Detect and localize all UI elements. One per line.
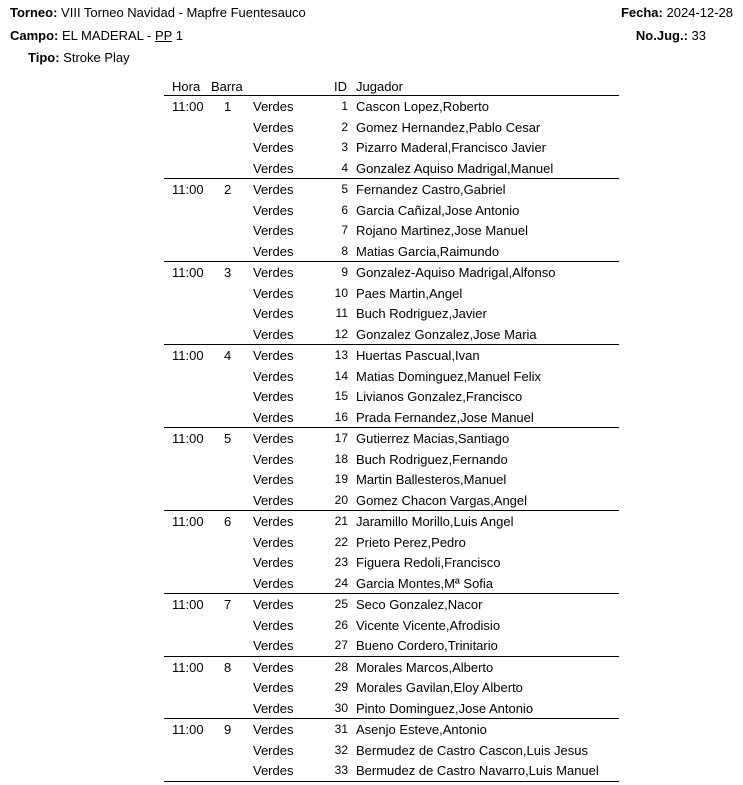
player-id: 15 bbox=[334, 389, 348, 403]
player-tee: Verdes bbox=[253, 182, 294, 197]
start-list-table bbox=[164, 78, 619, 782]
player-name: Gonzalez Aquiso Madrigal,Manuel bbox=[356, 160, 554, 176]
player-name: Buch Rodriguez,Fernando bbox=[356, 451, 508, 467]
campo-value bbox=[62, 28, 183, 43]
player-id: 11 bbox=[335, 306, 348, 320]
player-id: 8 bbox=[341, 243, 348, 258]
fecha-line bbox=[621, 5, 733, 21]
table-row bbox=[164, 117, 619, 138]
group-barra: 7 bbox=[224, 597, 232, 612]
player-tee: Verdes bbox=[253, 409, 294, 425]
player-name: Gonzalez Gonzalez,Jose Maria bbox=[356, 326, 537, 342]
player-tee: Verdes bbox=[253, 722, 294, 737]
table-row bbox=[164, 241, 619, 262]
fecha-label: Fecha: bbox=[620, 5, 663, 20]
player-id: 12 bbox=[334, 326, 348, 341]
table-header bbox=[164, 78, 619, 96]
table-row bbox=[164, 220, 619, 241]
nojug-line bbox=[636, 28, 706, 44]
player-id: 26 bbox=[334, 617, 348, 632]
player-tee: Verdes bbox=[253, 160, 294, 176]
group-hora: 11:00 bbox=[172, 182, 204, 197]
player-name: Fernandez Castro,Gabriel bbox=[356, 182, 506, 197]
player-name: Livianos Gonzalez,Francisco bbox=[356, 389, 523, 404]
table-row bbox=[164, 428, 619, 449]
player-id: 2 bbox=[341, 119, 348, 134]
tee-group bbox=[164, 345, 619, 428]
campo-line bbox=[10, 28, 183, 44]
player-tee: Verdes bbox=[253, 451, 294, 467]
group-hora: 11:00 bbox=[172, 431, 204, 446]
table-row bbox=[164, 179, 619, 200]
table-row bbox=[164, 96, 619, 117]
tipo-value: Stroke Play bbox=[63, 50, 130, 65]
tee-group bbox=[164, 719, 619, 782]
player-tee: Verdes bbox=[253, 638, 294, 653]
player-id: 16 bbox=[334, 409, 348, 424]
player-id: 13 bbox=[334, 348, 348, 362]
player-name: Bermudez de Castro Cascon,Luis Jesus bbox=[356, 742, 588, 758]
table-row bbox=[164, 657, 619, 678]
table-row bbox=[164, 345, 619, 366]
player-name: Rojano Martinez,Jose Manuel bbox=[356, 223, 528, 238]
group-barra: 9 bbox=[224, 722, 232, 737]
player-tee: Verdes bbox=[253, 514, 294, 529]
table-row bbox=[164, 200, 619, 221]
player-tee: Verdes bbox=[253, 140, 294, 155]
table-row bbox=[164, 449, 619, 470]
table-row bbox=[164, 698, 619, 719]
player-name: Gomez Chacon Vargas,Angel bbox=[356, 492, 528, 508]
player-tee: Verdes bbox=[253, 243, 294, 259]
tipo-line bbox=[28, 50, 130, 66]
player-tee: Verdes bbox=[253, 659, 294, 675]
player-id: 5 bbox=[341, 182, 348, 196]
player-tee: Verdes bbox=[253, 575, 294, 591]
table-row bbox=[164, 407, 619, 428]
player-tee: Verdes bbox=[253, 223, 294, 238]
player-tee: Verdes bbox=[253, 265, 294, 280]
table-row bbox=[164, 262, 619, 283]
player-id: 7 bbox=[341, 223, 348, 237]
tee-group bbox=[164, 594, 619, 657]
group-hora: 11:00 bbox=[172, 514, 204, 529]
player-id: 19 bbox=[334, 472, 348, 486]
player-name: Gutierrez Macias,Santiago bbox=[356, 431, 510, 446]
player-id: 28 bbox=[334, 659, 348, 674]
player-id: 1 bbox=[341, 99, 348, 113]
player-id: 9 bbox=[341, 265, 348, 279]
group-barra: 6 bbox=[224, 514, 232, 529]
player-tee: Verdes bbox=[253, 99, 294, 114]
nojug-value: 33 bbox=[691, 28, 706, 43]
player-name: Gomez Hernandez,Pablo Cesar bbox=[356, 119, 541, 135]
table-row bbox=[164, 158, 619, 179]
table-row bbox=[164, 386, 619, 407]
player-name: Asenjo Esteve,Antonio bbox=[356, 722, 487, 737]
player-tee: Verdes bbox=[253, 326, 294, 342]
player-name: Seco Gonzalez,Nacor bbox=[356, 597, 483, 612]
table-row bbox=[164, 740, 619, 761]
tee-group bbox=[164, 657, 619, 720]
group-barra: 1 bbox=[224, 99, 232, 114]
torneo-label: Torneo: bbox=[10, 5, 58, 20]
fecha-value: 2024-12-28 bbox=[666, 5, 733, 20]
player-tee: Verdes bbox=[253, 617, 294, 633]
player-tee: Verdes bbox=[253, 534, 294, 550]
table-row bbox=[164, 677, 619, 698]
player-id: 22 bbox=[334, 534, 348, 549]
player-id: 17 bbox=[334, 431, 348, 445]
player-tee: Verdes bbox=[253, 431, 294, 446]
campo-value-underlined: PP bbox=[154, 28, 173, 43]
tee-group bbox=[164, 428, 619, 511]
player-tee: Verdes bbox=[253, 680, 294, 695]
col-header-id: ID bbox=[334, 79, 347, 94]
torneo-value: VIII Torneo Navidad - Mapfre Fuentesauco bbox=[61, 5, 306, 20]
player-id: 4 bbox=[341, 160, 348, 175]
col-header-hora: Hora bbox=[172, 79, 201, 94]
table-row bbox=[164, 490, 619, 511]
group-barra: 8 bbox=[224, 659, 232, 675]
col-header-jugador: Jugador bbox=[356, 79, 403, 94]
player-name: Morales Marcos,Alberto bbox=[356, 659, 494, 675]
nojug-label: No.Jug.: bbox=[635, 28, 688, 43]
torneo-line bbox=[10, 5, 306, 21]
group-hora: 11:00 bbox=[172, 348, 204, 363]
player-id: 3 bbox=[341, 140, 348, 154]
player-tee: Verdes bbox=[253, 389, 294, 404]
table-row bbox=[164, 760, 619, 781]
table-row bbox=[164, 573, 619, 594]
player-id: 21 bbox=[334, 514, 348, 528]
campo-label: Campo: bbox=[10, 28, 59, 43]
group-barra: 2 bbox=[224, 182, 232, 197]
table-row bbox=[164, 137, 619, 158]
player-name: Matias Dominguez,Manuel Felix bbox=[356, 368, 541, 384]
player-name: Pizarro Maderal,Francisco Javier bbox=[356, 140, 547, 155]
player-id: 25 bbox=[334, 597, 348, 611]
table-row bbox=[164, 303, 619, 324]
group-barra: 4 bbox=[224, 348, 232, 363]
group-hora: 11:00 bbox=[172, 99, 204, 114]
player-tee: Verdes bbox=[253, 742, 294, 758]
player-name: Huertas Pascual,Ivan bbox=[356, 348, 480, 363]
table-row bbox=[164, 635, 619, 656]
player-id: 32 bbox=[334, 742, 348, 757]
group-hora: 11:00 bbox=[172, 597, 204, 612]
table-row bbox=[164, 366, 619, 387]
player-tee: Verdes bbox=[253, 202, 294, 218]
campo-value-prefix: EL MADERAL - bbox=[62, 28, 155, 43]
player-name: Cascon Lopez,Roberto bbox=[356, 99, 489, 114]
player-name: Garcia Montes,Mª Sofia bbox=[356, 575, 494, 591]
tee-group bbox=[164, 179, 619, 262]
player-name: Martin Ballesteros,Manuel bbox=[356, 472, 507, 487]
player-name: Prieto Perez,Pedro bbox=[356, 534, 466, 550]
player-id: 20 bbox=[334, 492, 348, 507]
table-row bbox=[164, 552, 619, 573]
tee-group bbox=[164, 262, 619, 345]
player-tee: Verdes bbox=[253, 597, 294, 612]
player-id: 33 bbox=[334, 763, 348, 777]
group-hora: 11:00 bbox=[172, 659, 204, 675]
player-tee: Verdes bbox=[253, 368, 294, 384]
player-name: Morales Gavilan,Eloy Alberto bbox=[356, 680, 523, 695]
player-name: Bermudez de Castro Navarro,Luis Manuel bbox=[356, 763, 599, 778]
player-name: Vicente Vicente,Afrodisio bbox=[356, 617, 501, 633]
table-row bbox=[164, 469, 619, 490]
player-name: Matias Garcia,Raimundo bbox=[356, 243, 500, 259]
table-row bbox=[164, 532, 619, 553]
player-id: 23 bbox=[334, 555, 348, 569]
player-tee: Verdes bbox=[253, 763, 294, 778]
player-name: Prada Fernandez,Jose Manuel bbox=[356, 409, 534, 425]
groups-container bbox=[164, 96, 619, 782]
player-tee: Verdes bbox=[253, 555, 294, 570]
player-name: Garcia Cañizal,Jose Antonio bbox=[356, 202, 520, 218]
table-row bbox=[164, 511, 619, 532]
player-name: Bueno Cordero,Trinitario bbox=[356, 638, 498, 653]
group-barra: 5 bbox=[224, 431, 232, 446]
tipo-label: Tipo: bbox=[28, 50, 60, 65]
table-row bbox=[164, 324, 619, 345]
table-row bbox=[164, 283, 619, 304]
player-id: 14 bbox=[334, 368, 348, 383]
player-tee: Verdes bbox=[253, 306, 294, 321]
player-id: 27 bbox=[334, 638, 348, 652]
group-hora: 11:00 bbox=[172, 265, 204, 280]
player-name: Pinto Dominguez,Jose Antonio bbox=[356, 700, 534, 716]
player-tee: Verdes bbox=[253, 285, 294, 301]
campo-value-suffix: 1 bbox=[172, 28, 183, 43]
player-name: Gonzalez-Aquiso Madrigal,Alfonso bbox=[356, 265, 556, 280]
player-id: 18 bbox=[334, 451, 348, 466]
player-tee: Verdes bbox=[253, 472, 294, 487]
player-id: 31 bbox=[334, 722, 348, 736]
player-id: 29 bbox=[334, 680, 348, 694]
player-id: 6 bbox=[341, 202, 348, 217]
group-hora: 11:00 bbox=[172, 722, 204, 737]
player-name: Jaramillo Morillo,Luis Angel bbox=[356, 514, 514, 529]
player-name: Paes Martin,Angel bbox=[356, 285, 463, 301]
table-row bbox=[164, 615, 619, 636]
table-row bbox=[164, 719, 619, 740]
table-row bbox=[164, 594, 619, 615]
player-name: Buch Rodriguez,Javier bbox=[356, 306, 487, 321]
player-tee: Verdes bbox=[253, 492, 294, 508]
player-name: Figuera Redoli,Francisco bbox=[356, 555, 501, 570]
player-tee: Verdes bbox=[253, 348, 294, 363]
col-header-barra: Barra bbox=[211, 79, 243, 94]
player-id: 10 bbox=[334, 285, 348, 300]
tee-group bbox=[164, 511, 619, 594]
group-barra: 3 bbox=[224, 265, 232, 280]
player-tee: Verdes bbox=[253, 119, 294, 135]
player-id: 24 bbox=[334, 575, 348, 590]
tee-group bbox=[164, 96, 619, 179]
player-tee: Verdes bbox=[253, 700, 294, 716]
player-id: 30 bbox=[334, 700, 348, 715]
